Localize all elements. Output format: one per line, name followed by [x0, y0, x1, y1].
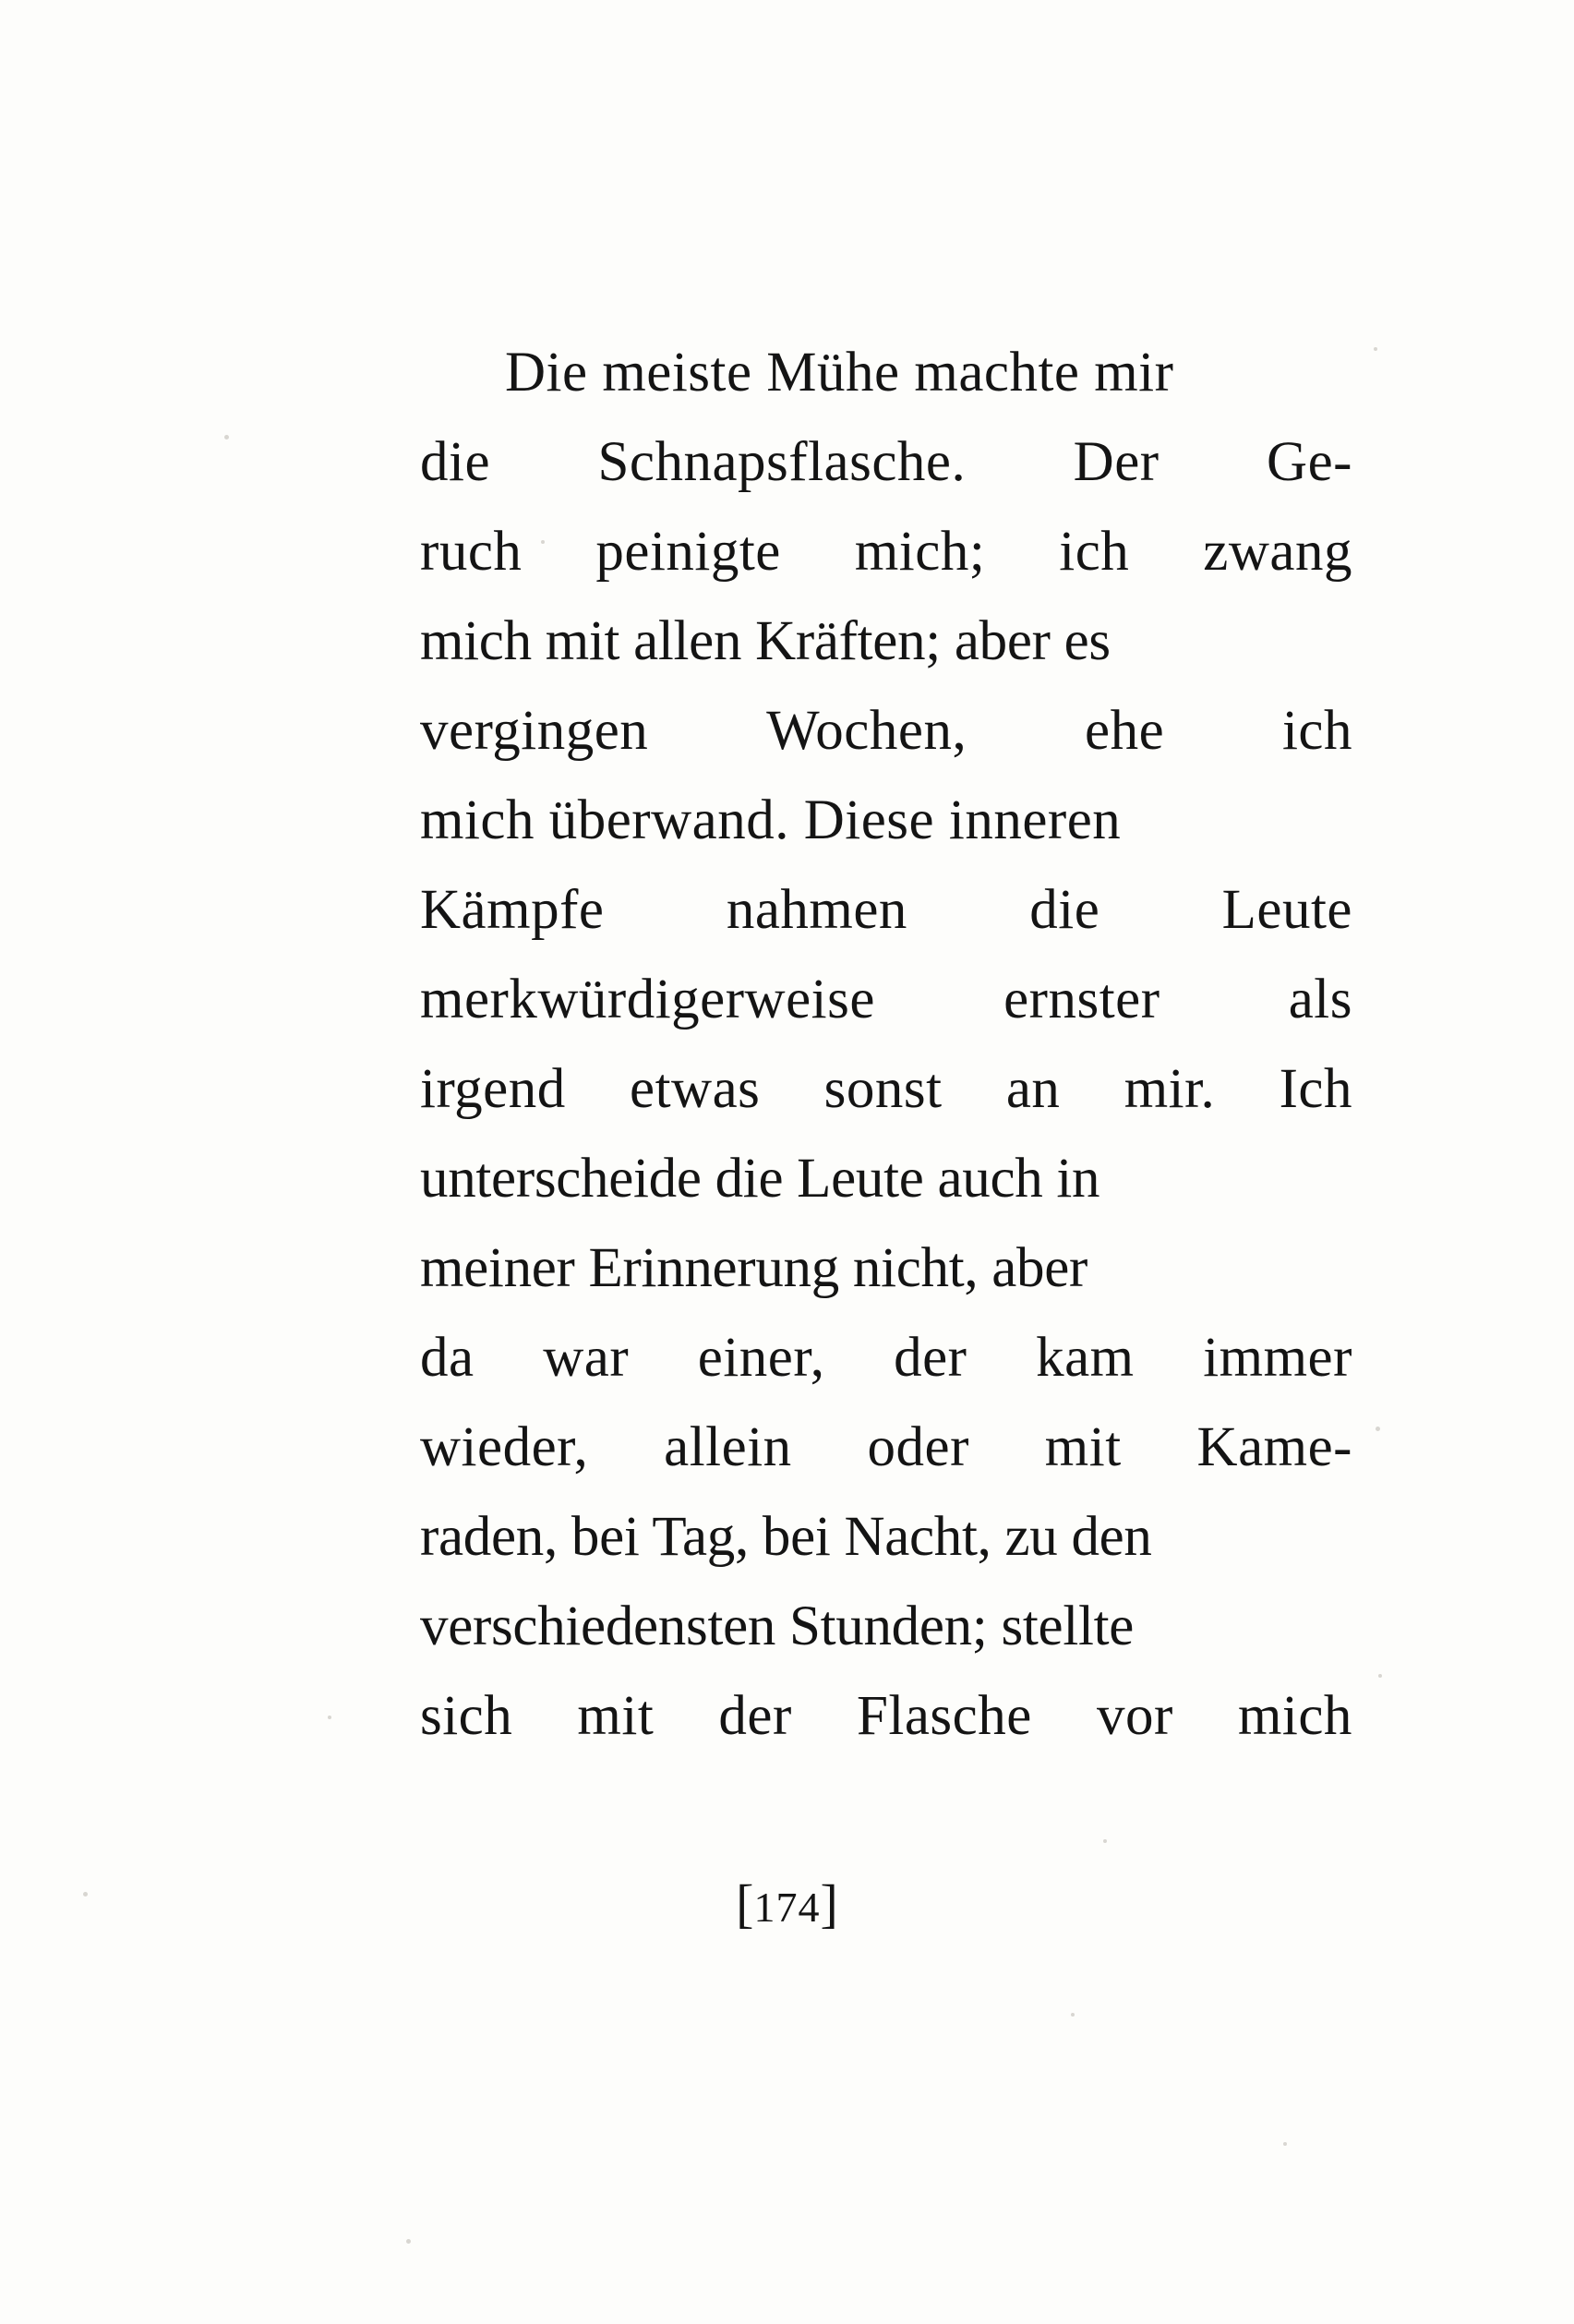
word: ich: [1059, 521, 1130, 583]
page-number-folio: [0, 1874, 1574, 1937]
text-line-content: unterscheide die Leute auch in: [420, 1148, 1100, 1210]
word: einer,: [697, 1327, 825, 1389]
text-line: [420, 776, 1352, 865]
text-line: [420, 1223, 1352, 1313]
text-line: [420, 328, 1352, 417]
word: zwang: [1203, 521, 1352, 583]
word: an: [1005, 1058, 1061, 1120]
word: peinigte: [595, 521, 781, 583]
text-line-content: mich mit allen Kräften; aber es: [420, 610, 1111, 672]
word: mich: [1237, 1685, 1352, 1747]
text-line: [420, 1492, 1352, 1582]
word: sich: [420, 1685, 513, 1747]
word: merkwürdigerweise: [420, 969, 875, 1030]
word: allein: [664, 1416, 792, 1478]
folio-number: 174: [753, 1884, 821, 1931]
word: Wochen,: [766, 700, 967, 762]
scan-speck: [1376, 1427, 1380, 1431]
text-line: [420, 955, 1352, 1044]
scan-speck: [224, 435, 229, 440]
text-line: [420, 1313, 1352, 1403]
word: die: [1029, 879, 1100, 941]
word: Ich: [1279, 1058, 1352, 1120]
text-line-content: meiner Erinnerung nicht, aber: [420, 1237, 1088, 1299]
word: ich: [1281, 700, 1352, 762]
scan-speck: [1374, 347, 1377, 351]
word: mit: [577, 1685, 655, 1747]
text-line: [420, 1134, 1352, 1223]
word: ehe: [1085, 700, 1165, 762]
word: vor: [1096, 1685, 1173, 1747]
folio-close-bracket: ]: [820, 1873, 838, 1933]
word: der: [718, 1685, 792, 1747]
scan-speck: [1071, 2013, 1075, 2017]
word: mir.: [1123, 1058, 1216, 1120]
word: mich;: [854, 521, 986, 583]
word: wieder,: [420, 1416, 589, 1478]
scan-speck: [406, 2239, 411, 2244]
word: die: [420, 431, 491, 493]
word: der: [894, 1327, 967, 1389]
word: oder: [867, 1416, 969, 1478]
text-line-content: Die meiste Mühe machte mir: [505, 342, 1174, 403]
word: ruch: [420, 521, 523, 583]
body-text-block: [420, 328, 1352, 1761]
text-line-content: raden, bei Tag, bei Nacht, zu den: [420, 1506, 1152, 1568]
text-line-content: verschiedensten Stunden; stellte: [420, 1595, 1135, 1657]
word: immer: [1203, 1327, 1352, 1389]
text-line: [420, 1044, 1352, 1134]
word: etwas: [630, 1058, 761, 1120]
scan-speck: [1378, 1674, 1382, 1678]
word: vergingen: [420, 700, 649, 762]
text-line: [420, 686, 1352, 776]
scan-speck: [1283, 2142, 1287, 2146]
text-line: [420, 1403, 1352, 1492]
folio-open-bracket: [: [736, 1873, 754, 1933]
text-line: [420, 865, 1352, 955]
word: da: [420, 1327, 475, 1389]
text-line: [420, 1671, 1352, 1761]
text-line: [420, 417, 1352, 507]
word: Flasche: [856, 1685, 1032, 1747]
word: Leute: [1221, 879, 1352, 941]
word: als: [1288, 969, 1352, 1030]
word: Schnapsflasche.: [597, 431, 967, 493]
word: mit: [1044, 1416, 1122, 1478]
word: irgend: [420, 1058, 566, 1120]
word: nahmen: [726, 879, 907, 941]
text-line-content: mich überwand. Diese inneren: [420, 789, 1122, 851]
word: Kame-: [1196, 1416, 1352, 1478]
word: kam: [1036, 1327, 1135, 1389]
scan-speck: [328, 1716, 331, 1719]
text-line: [420, 507, 1352, 596]
text-line: [420, 1582, 1352, 1671]
word: war: [543, 1327, 630, 1389]
word: Der: [1073, 431, 1159, 493]
word: Ge-: [1267, 431, 1352, 493]
text-line: [420, 596, 1352, 686]
word: ernster: [1003, 969, 1160, 1030]
scan-speck: [1103, 1839, 1107, 1843]
word: sonst: [823, 1058, 943, 1120]
word: Kämpfe: [420, 879, 605, 941]
